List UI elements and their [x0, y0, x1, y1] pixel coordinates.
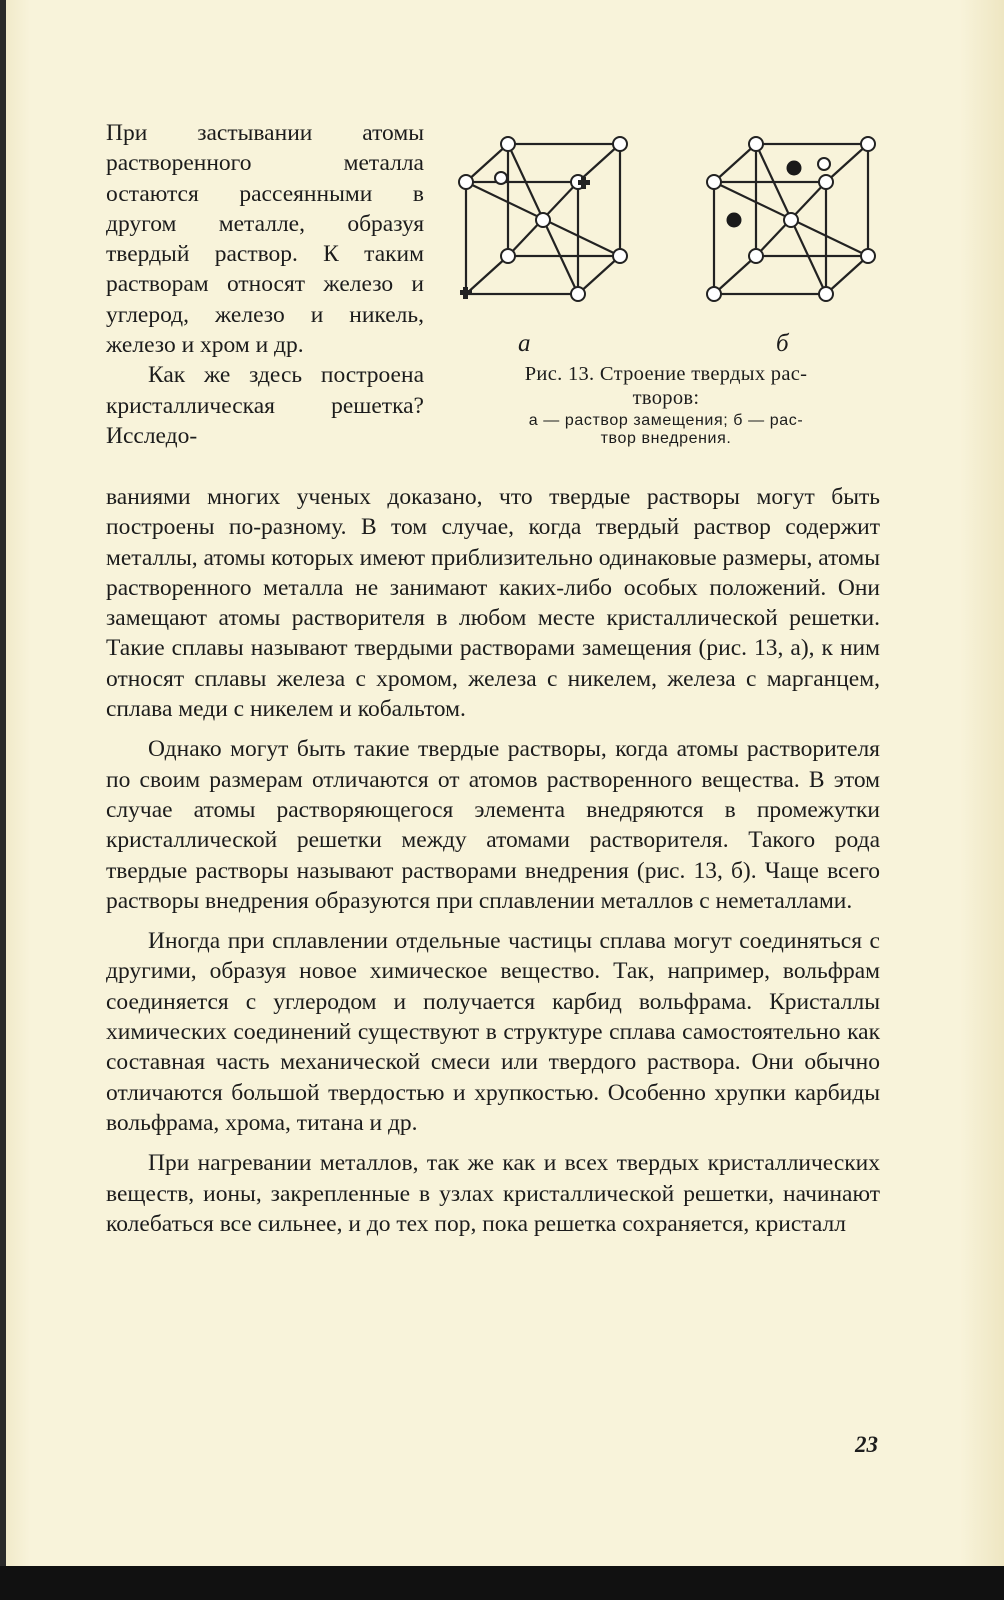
- intro-paragraph: При застывании атомы растворенного металла остаются рассеянными в другом металле, образуя твердый раствор. К таким растворам относят железо и углерод, железо и никель, железо и хром и др.: [106, 120, 424, 359]
- body-paragraph: Иногда при сплавлении отдельные частицы сплава могут соединяться с другими, образуя новое химическое вещество. Так, например, вольфрам соединяется с углеродом и получается карбид вольфрама. Кристаллы химических соединений существуют в структуре сплава самостоятельно как составная часть механической смеси или твердого раствора. Они обычно отличаются большой твердостью и хрупкостью. Особенно хрупки карбиды вольфрама, хрома, титана и др.: [106, 928, 880, 1136]
- crystal-lattice-diagrams: [446, 128, 886, 328]
- left-column-text: [106, 118, 424, 451]
- question-paragraph: Как же здесь построена кристаллическая решетка? Исследо-: [106, 362, 424, 449]
- figure-caption-title: Рис. 13. Строение твердых рас- творов:: [524, 363, 808, 409]
- main-body-text: [106, 482, 880, 1249]
- figure-label-a: а: [518, 330, 531, 357]
- figure-label-b: б: [776, 330, 789, 357]
- body-paragraph: Однако могут быть такие твердые растворы, когда атомы растворителя по своим размерам отличаются от атомов растворенного вещества. В этом случае атомы растворяющегося элемента внедряются в промежутки кристаллической решетки между атомами растворителя. Такого рода твердые растворы называют растворами внедрения (рис. 13, б). Чаще всего растворы внедрения образуются при сплавлении металлов с неметаллами.: [106, 736, 880, 914]
- body-paragraph: ваниями многих ученых доказано, что твердые растворы могут быть построены по-разному. В том случае, когда твердый раствор содержит металлы, атомы которых имеют приблизительно одинаковые размеры, атомы растворенного металла не занимают каких-либо особых положений. Они замещают атомы растворителя в любом месте кристаллической решетки. Такие сплавы называют твердыми растворами замещения (рис. 13, а), к ним относят сплавы железа с хромом, железа с никелем, железа с марганцем, сплава меди с никелем и кобальтом.: [106, 484, 880, 723]
- figure-13: [446, 128, 886, 468]
- scan-bottom-edge: [0, 1566, 1004, 1600]
- figure-caption-legend: а — раствор замещения; б — рас- твор внедрения.: [528, 412, 804, 447]
- page-number: 23: [855, 1432, 878, 1457]
- body-paragraph: При нагревании металлов, так же как и всех твердых кристаллических веществ, ионы, закрепленные в узлах кристаллической решетки, начинают колебаться все сильнее, и до тех пор, пока решетка сохраняется, кристалл: [106, 1150, 880, 1237]
- page-left-edge: [0, 0, 6, 1566]
